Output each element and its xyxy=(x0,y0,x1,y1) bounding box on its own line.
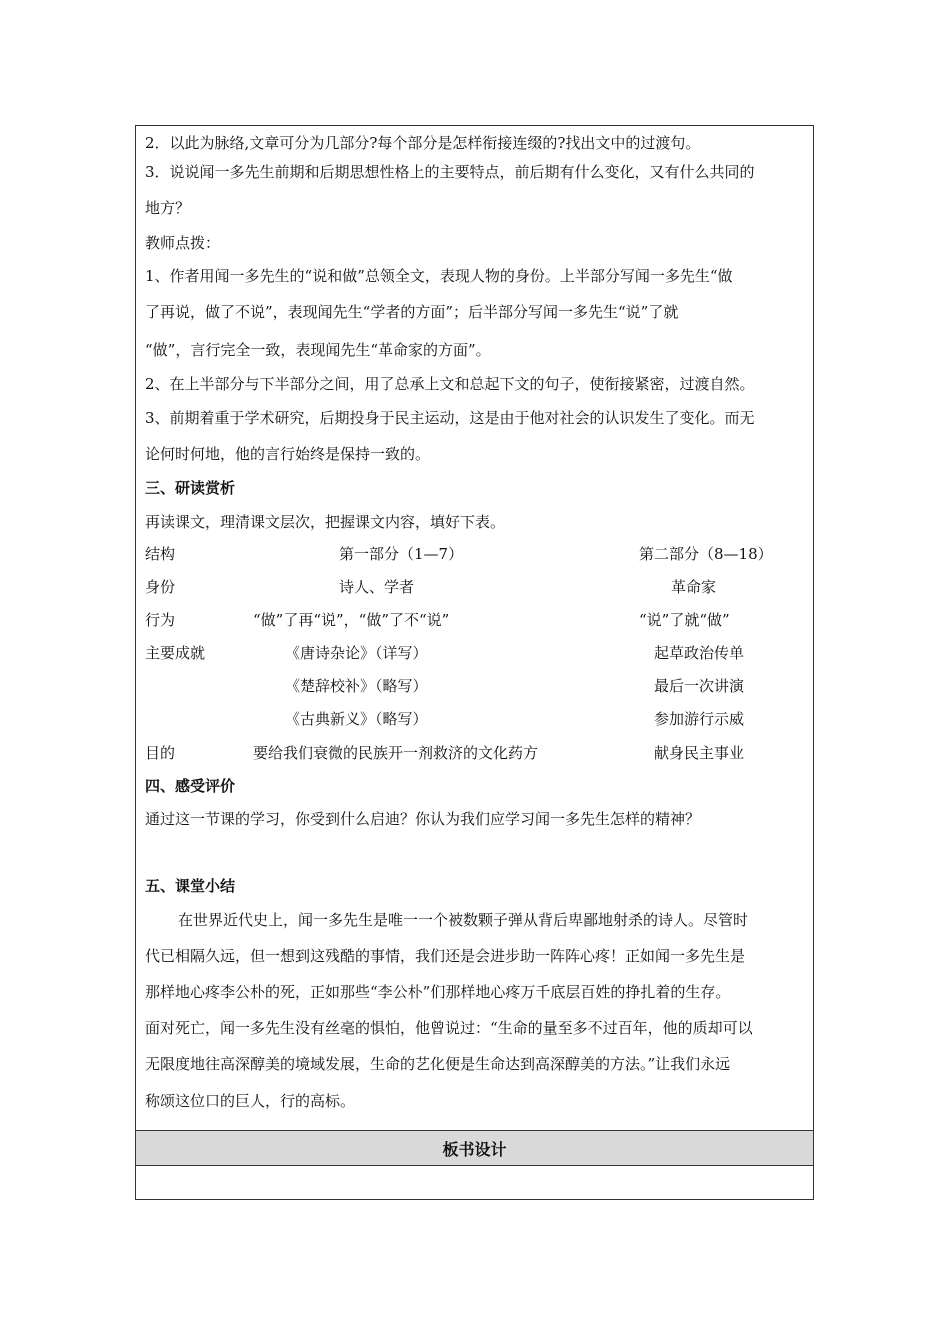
row-part-1: 诗人、学者 xyxy=(339,578,415,596)
board-design-title: 板书设计 xyxy=(442,1140,507,1159)
row-part-2: 革命家 xyxy=(671,578,717,596)
summary-line: 面对死亡，闻一多先生没有丝毫的惧怕，他曾说过：“生命的量至多不过百年，他的质却可以 xyxy=(145,1019,753,1037)
lesson-plan-table xyxy=(135,125,814,1200)
board-design-header xyxy=(136,1130,813,1166)
section-3-intro: 再读课文，理清课文层次，把握课文内容，填好下表。 xyxy=(145,513,506,531)
summary-line: 在世界近代史上，闻一多先生是唯一一个被数颗子弹从背后卑鄙地射杀的诗人。尽管时 xyxy=(178,911,749,929)
lesson-content-cell xyxy=(136,126,813,1130)
guidance-point-1-line-3: “做”，言行完全一致，表现闻先生“革命家的方面”。 xyxy=(145,341,491,359)
row-part-1: 第一部分（1—7） xyxy=(339,545,464,563)
guidance-point-3-line-1: 3、前期着重于学术研究，后期投身于民主运动，这是由于他对社会的认识发生了变化。而无 xyxy=(145,409,755,427)
row-part-1: 《唐诗杂论》（详写） xyxy=(285,644,428,662)
row-label: 目的 xyxy=(145,744,176,762)
row-part-2: 献身民主事业 xyxy=(654,744,745,762)
row-part-1: 《古典新义》（略写） xyxy=(285,710,428,728)
section-5-heading: 五、课堂小结 xyxy=(145,877,236,895)
row-label: 结构 xyxy=(145,545,176,563)
guidance-point-1-line-2: 了再说，做了不说”，表现闻先生“学者的方面”；后半部分写闻一多先生“说”了就 xyxy=(145,303,679,321)
summary-line: 那样地心疼李公朴的死，正如那些“李公朴”们那样地心疼万千底层百姓的挣扎着的生存。 xyxy=(145,983,731,1001)
row-part-1: “做”了再“说”，“做”了不“说” xyxy=(253,611,450,629)
summary-line: 称颂这位口的巨人，行的高标。 xyxy=(145,1092,356,1110)
guidance-point-3-line-2: 论何时何地，他的言行始终是保持一致的。 xyxy=(145,445,431,463)
section-4-text: 通过这一节课的学习，你受到什么启迪？你认为我们应学习闻一多先生怎样的精神？ xyxy=(145,810,701,828)
question-3-line-1: 3．说说闻一多先生前期和后期思想性格上的主要特点，前后期有什么变化，又有什么共同的 xyxy=(145,163,755,181)
row-part-1: 要给我们衰微的民族开一剂救济的文化药方 xyxy=(253,744,539,762)
question-3-line-2: 地方？ xyxy=(145,199,191,217)
row-label: 行为 xyxy=(145,611,176,629)
row-part-1: 《楚辞校补》（略写） xyxy=(285,677,428,695)
guidance-point-2: 2、在上半部分与下半部分之间，用了总承上文和总起下文的句子，使衔接紧密，过渡自然。 xyxy=(145,375,755,393)
question-2: 2．以此为脉络,文章可分为几部分?每个部分是怎样衔接连缀的?找出文中的过渡句。 xyxy=(145,134,701,152)
row-part-2: 参加游行示威 xyxy=(654,710,745,728)
row-part-2: 起草政治传单 xyxy=(654,644,745,662)
row-label: 身份 xyxy=(145,578,176,596)
row-label: 主要成就 xyxy=(145,644,206,662)
board-design-cell xyxy=(136,1166,813,1201)
teacher-guidance-label: 教师点拨： xyxy=(145,234,221,252)
row-part-2: “说”了就“做” xyxy=(639,611,730,629)
row-part-2: 第二部分（8—18） xyxy=(639,545,773,563)
row-part-2: 最后一次讲演 xyxy=(654,677,745,695)
summary-line: 代已相隔久远，但一想到这残酷的事情，我们还是会进步助一阵阵心疼！正如闻一多先生是 xyxy=(145,947,746,965)
section-3-heading: 三、研读赏析 xyxy=(145,479,236,497)
section-4-heading: 四、感受评价 xyxy=(145,777,236,795)
guidance-point-1-line-1: 1、作者用闻一多先生的“说和做”总领全文，表现人物的身份。上半部分写闻一多先生“做 xyxy=(145,267,733,285)
summary-line: 无限度地往高深醇美的境域发展，生命的艺化便是生命达到高深醇美的方法。”让我们永远 xyxy=(145,1055,731,1073)
